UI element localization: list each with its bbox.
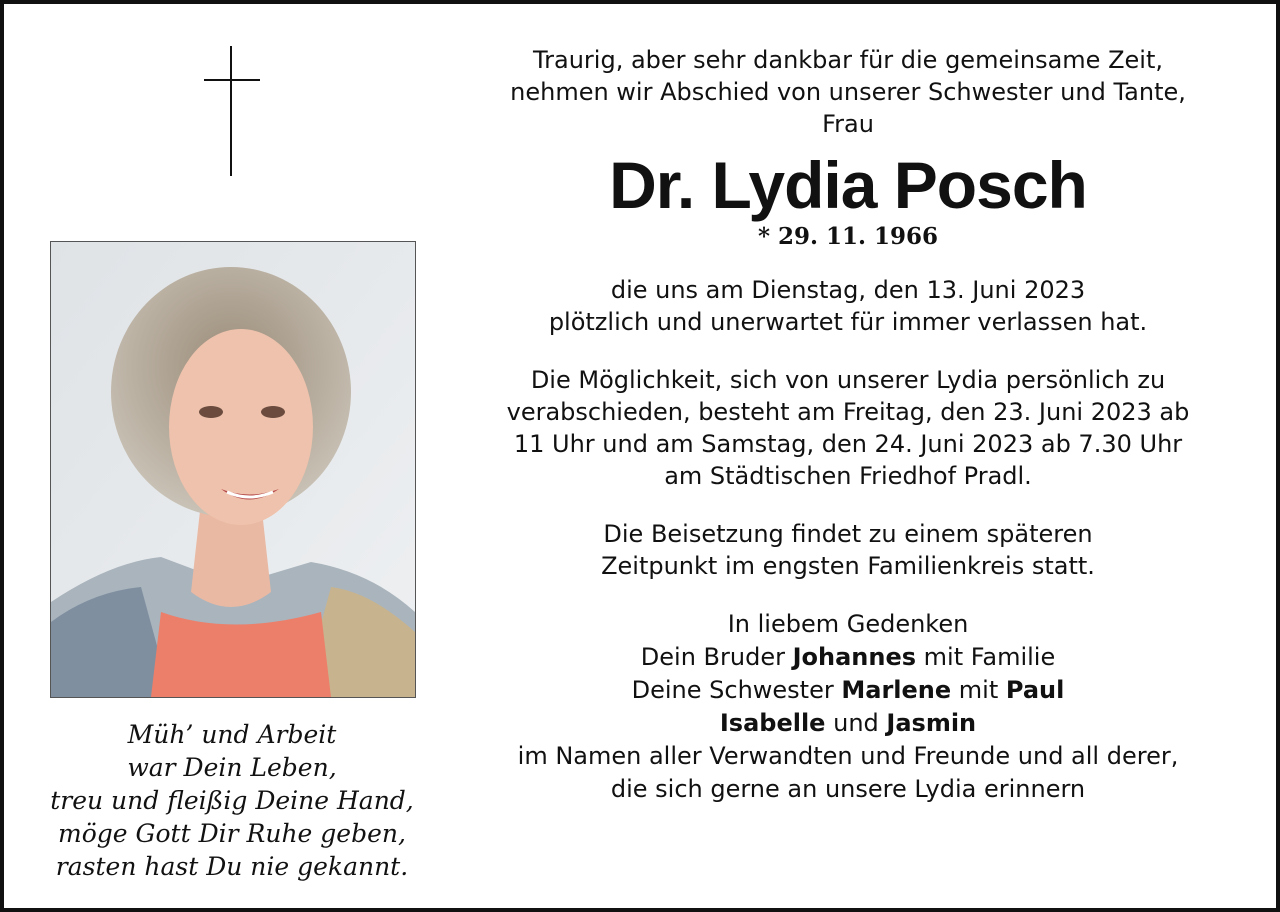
mourner-name: Paul — [1005, 676, 1065, 704]
mourner-line: Deine Schwester Marlene mit Paul — [631, 676, 1065, 704]
poem-line: möge Gott Dir Ruhe geben, — [58, 819, 406, 848]
deceased-name: Dr. Lydia Posch — [609, 148, 1087, 222]
poem-line: war Dein Leben, — [127, 753, 337, 782]
birth-date: * 29. 11. 1966 — [757, 223, 939, 250]
mourners-closing: im Namen aller Verwandten und Freunde und all derer, — [517, 742, 1179, 770]
mourner-name: Johannes — [792, 643, 917, 671]
poem-line: Müh’ und Arbeit — [127, 720, 337, 749]
mourners-closing: die sich gerne an unsere Lydia erinnern — [610, 775, 1086, 803]
portrait-photo — [50, 241, 416, 698]
memorial-poem — [4, 718, 460, 883]
notice-text — [460, 44, 1236, 806]
mourner-name: Marlene — [841, 676, 952, 704]
mourner-name: Jasmin — [886, 709, 977, 737]
mourner-line: Isabelle und Jasmin — [719, 709, 977, 737]
mourner-line: Dein Bruder Johannes mit Familie — [640, 643, 1056, 671]
mourner-name: Isabelle — [719, 709, 826, 737]
cross-icon — [204, 46, 260, 176]
mourners-signature — [460, 608, 1236, 806]
poem-line: treu und fleißig Deine Hand, — [50, 786, 414, 815]
mourners-heading: In liebem Gedenken — [727, 610, 969, 638]
burial-info: Die Beisetzung findet zu einem späteren Zeitpunkt im engsten Familienkreis statt. — [601, 520, 1095, 580]
poem-line: rasten hast Du nie gekannt. — [55, 852, 409, 881]
intro-text: Traurig, aber sehr dankbar für die gemeinsame Zeit, nehmen wir Abschied von unserer Schwester und Tante, Frau — [510, 46, 1186, 138]
death-notice: die uns am Dienstag, den 13. Juni 2023 plötzlich und unerwartet für immer verlassen hat. — [548, 276, 1148, 336]
farewell-info: Die Möglichkeit, sich von unserer Lydia persönlich zu verabschieden, besteht am Freitag, den 23. Juni 2023 ab 11 Uhr und am Samstag, den 24. Juni 2023 ab 7.30 Uhr am Städtischen Friedhof Pradl. — [506, 366, 1190, 490]
